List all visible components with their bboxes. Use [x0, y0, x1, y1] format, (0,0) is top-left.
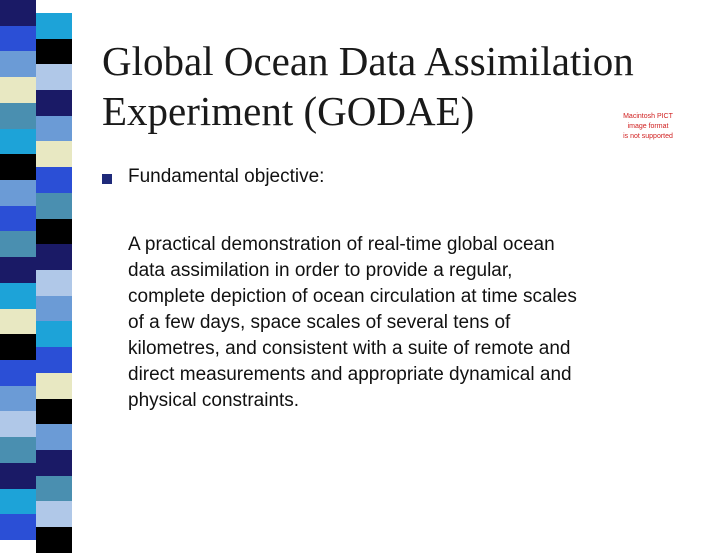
slide-title	[102, 36, 702, 136]
stripe-block	[0, 77, 36, 103]
stripe-block	[36, 64, 72, 90]
stripe-block	[36, 450, 72, 476]
body-line: of a few days, space scales of several tens of	[128, 312, 511, 333]
stripe-block	[36, 270, 72, 296]
body-line: complete depiction of ocean circulation at time scales	[128, 286, 577, 307]
stripe-block	[36, 527, 72, 553]
stripe-block	[36, 399, 72, 425]
stripe-block	[0, 514, 36, 540]
stripe-block	[0, 386, 36, 412]
stripe-block	[36, 116, 72, 142]
stripe-block	[36, 219, 72, 245]
stripe-block	[0, 231, 36, 257]
stripe-block	[0, 360, 36, 386]
stripe-block	[0, 489, 36, 515]
stripe-block	[0, 309, 36, 335]
stripe-block	[36, 501, 72, 527]
stripe-block	[36, 296, 72, 322]
title-line-2: Experiment (GODAE)	[102, 88, 475, 134]
placeholder-line-2: image format	[627, 123, 669, 130]
stripe-block	[36, 424, 72, 450]
stripe-block	[0, 206, 36, 232]
stripe-block	[36, 193, 72, 219]
stripe-block	[0, 154, 36, 180]
body-line: physical constraints.	[128, 390, 300, 411]
body-line: direct measurements and appropriate dynamical and	[128, 364, 572, 385]
unsupported-image-placeholder	[616, 112, 680, 142]
stripe-block	[0, 129, 36, 155]
title-line-1: Global Ocean Data Assimilation	[102, 38, 634, 84]
stripe-block	[0, 463, 36, 489]
stripe-block	[0, 283, 36, 309]
stripe-block	[0, 180, 36, 206]
stripe-block	[36, 167, 72, 193]
body-line: data assimilation in order to provide a regular,	[128, 260, 513, 281]
stripe-block	[0, 26, 36, 52]
stripe-block	[36, 476, 72, 502]
placeholder-line-3: is not supported	[623, 133, 673, 140]
stripe-block	[36, 141, 72, 167]
stripe-block	[36, 90, 72, 116]
stripe-block	[36, 347, 72, 373]
body-paragraph	[128, 232, 704, 414]
stripe-block	[0, 411, 36, 437]
stripe-block	[36, 39, 72, 65]
stripe-block	[0, 334, 36, 360]
placeholder-line-1: Macintosh PICT	[623, 113, 673, 120]
bullet-text: Fundamental objective:	[128, 166, 325, 187]
stripe-block	[0, 103, 36, 129]
stripe-block	[0, 257, 36, 283]
decorative-stripe	[0, 0, 72, 540]
body-line: A practical demonstration of real-time global ocean	[128, 234, 555, 255]
stripe-block	[36, 373, 72, 399]
body-line: kilometres, and consistent with a suite of remote and	[128, 338, 571, 359]
stripe-block	[36, 244, 72, 270]
stripe-block	[0, 0, 36, 26]
square-bullet-icon	[102, 174, 112, 184]
stripe-block	[0, 51, 36, 77]
stripe-block	[36, 321, 72, 347]
stripe-block	[0, 437, 36, 463]
stripe-block	[36, 13, 72, 39]
